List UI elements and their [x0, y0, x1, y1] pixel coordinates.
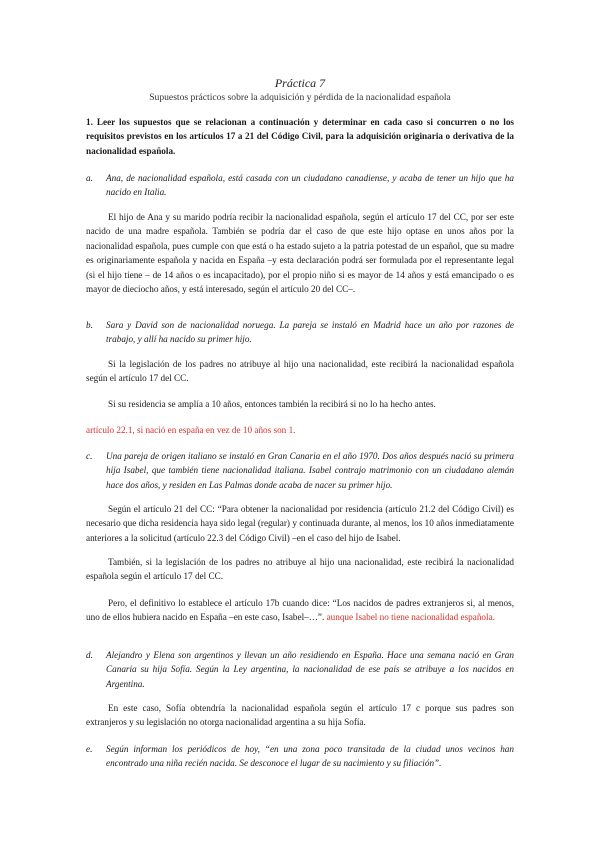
case-c-answer-1: Según el artículo 21 del CC: “Para obtener la nacionalidad por residencia (artículo 21.2 del Código Civil) es necesario que dicha residencia haya sido legal (regular) y continuada durante, al menos, los 10 años inmediatamente anteriores a la solicitud (artículo 22.3 del Código Civil) –en el caso del hijo de Isabel.	[86, 504, 514, 543]
case-c-text: Una pareja de origen italiano se instaló en Gran Canaria en el año 1970. Dos años después nació su primera hija Isabel, que también tiene nacionalidad italiana. Isabel contrajo matrimonio con un ciudadano alemán hace dos años, y residen en Las Palmas donde acaba de nacer su primer hijo.	[106, 451, 514, 490]
case-d-statement	[86, 648, 514, 691]
case-a-answer: El hijo de Ana y su marido podría recibir la nacionalidad española, según el artículo 17 del CC, por ser este nacido de una madre española. También se podría dar el caso de que este hijo optase en unos años por la nacionalidad española, pues cumple con que está o ha estado sujeto a la patria potestad de un español, que su madre es originariamente española y nacida en España –y esta declaración podrá ser formulada por el representante legal (si el hijo tiene – de 14 años o es incapacitado), por el propio niño si es mayor de 14 años y está emancipado o es mayor de dieciocho años, y está interesado, según el artículo 20 del CC–.	[86, 212, 514, 295]
case-a-text: Ana, de nacionalidad española, está casada con un ciudadano canadiense, y acaba de tener un hijo que ha nacido en Italia.	[106, 173, 514, 198]
case-c-answer-2: También, si la legislación de los padres no atribuye al hijo una nacionalidad, este recibirá la nacionalidad española según el artículo 17 del CC.	[86, 557, 514, 582]
case-b-statement	[86, 318, 514, 347]
case-c-answer-3	[86, 596, 514, 625]
case-a-statement	[86, 171, 514, 200]
case-b-answer-1: Si la legislación de los padres no atribuye al hijo una nacionalidad, este recibirá la nacionalidad española según el artículo 17 del CC.	[86, 359, 514, 384]
case-d-label: d.	[86, 650, 93, 660]
case-d-answer: En este caso, Sofía obtendría la nacionalidad española según el artículo 17 c porque sus padres son extranjeros y su legislación no otorga nacionalidad argentina a su hija Sofía.	[86, 703, 514, 728]
case-b-annotation: artículo 22.1, si nació en españa en vez de 10 años son 1.	[86, 425, 296, 435]
case-d-text: Alejandro y Elena son argentinos y llevan un año residiendo en España. Hace una semana nació en Gran Canaria su hija Sofía. Según la Ley argentina, la nacionalidad de ese país se atribuye a los nacidos en Argentina.	[106, 650, 514, 689]
case-c-label: c.	[86, 451, 93, 461]
question-1: 1. Leer los supuestos que se relacionan a continuación y determinar en cada caso si concurren o no los requisitos previstos en los artículos 17 a 21 del Código Civil, para la adquisición originaria o derivativa de la nacionalidad española.	[86, 117, 514, 156]
case-b-label: b.	[86, 320, 93, 330]
case-c-answer-3-text: Pero, el definitivo lo establece el artículo 17b cuando dice: “Los nacidos de padres extranjeros si, al menos, uno de ellos hubiera nacido en España –en este caso, Isabel–…”.	[86, 598, 514, 623]
page-title: Práctica 7	[274, 76, 326, 90]
page-subtitle: Supuestos prácticos sobre la adquisición y pérdida de la nacionalidad española	[149, 92, 451, 103]
case-e-label: e.	[86, 744, 93, 754]
case-b-text: Sara y David son de nacionalidad noruega. La pareja se instaló en Madrid hace un año por razones de trabajo, y allí ha nacido su primer hijo.	[106, 320, 514, 345]
case-e-text: Según informan los periódicos de hoy, “en una zona poco transitada de la ciudad unos vecinos han encontrado una niña recién nacida. Se desconoce el lugar de su nacimiento y su filiación”.	[106, 744, 514, 769]
case-e-statement	[86, 742, 514, 771]
case-c-annotation: aunque Isabel no tiene nacionalidad española.	[326, 612, 495, 623]
case-b-answer-2: Si su residencia se amplía a 10 años, entonces también la recibirá si no lo ha hecho antes.	[108, 399, 436, 409]
case-c-statement	[86, 449, 514, 492]
case-a-label: a.	[86, 173, 93, 183]
